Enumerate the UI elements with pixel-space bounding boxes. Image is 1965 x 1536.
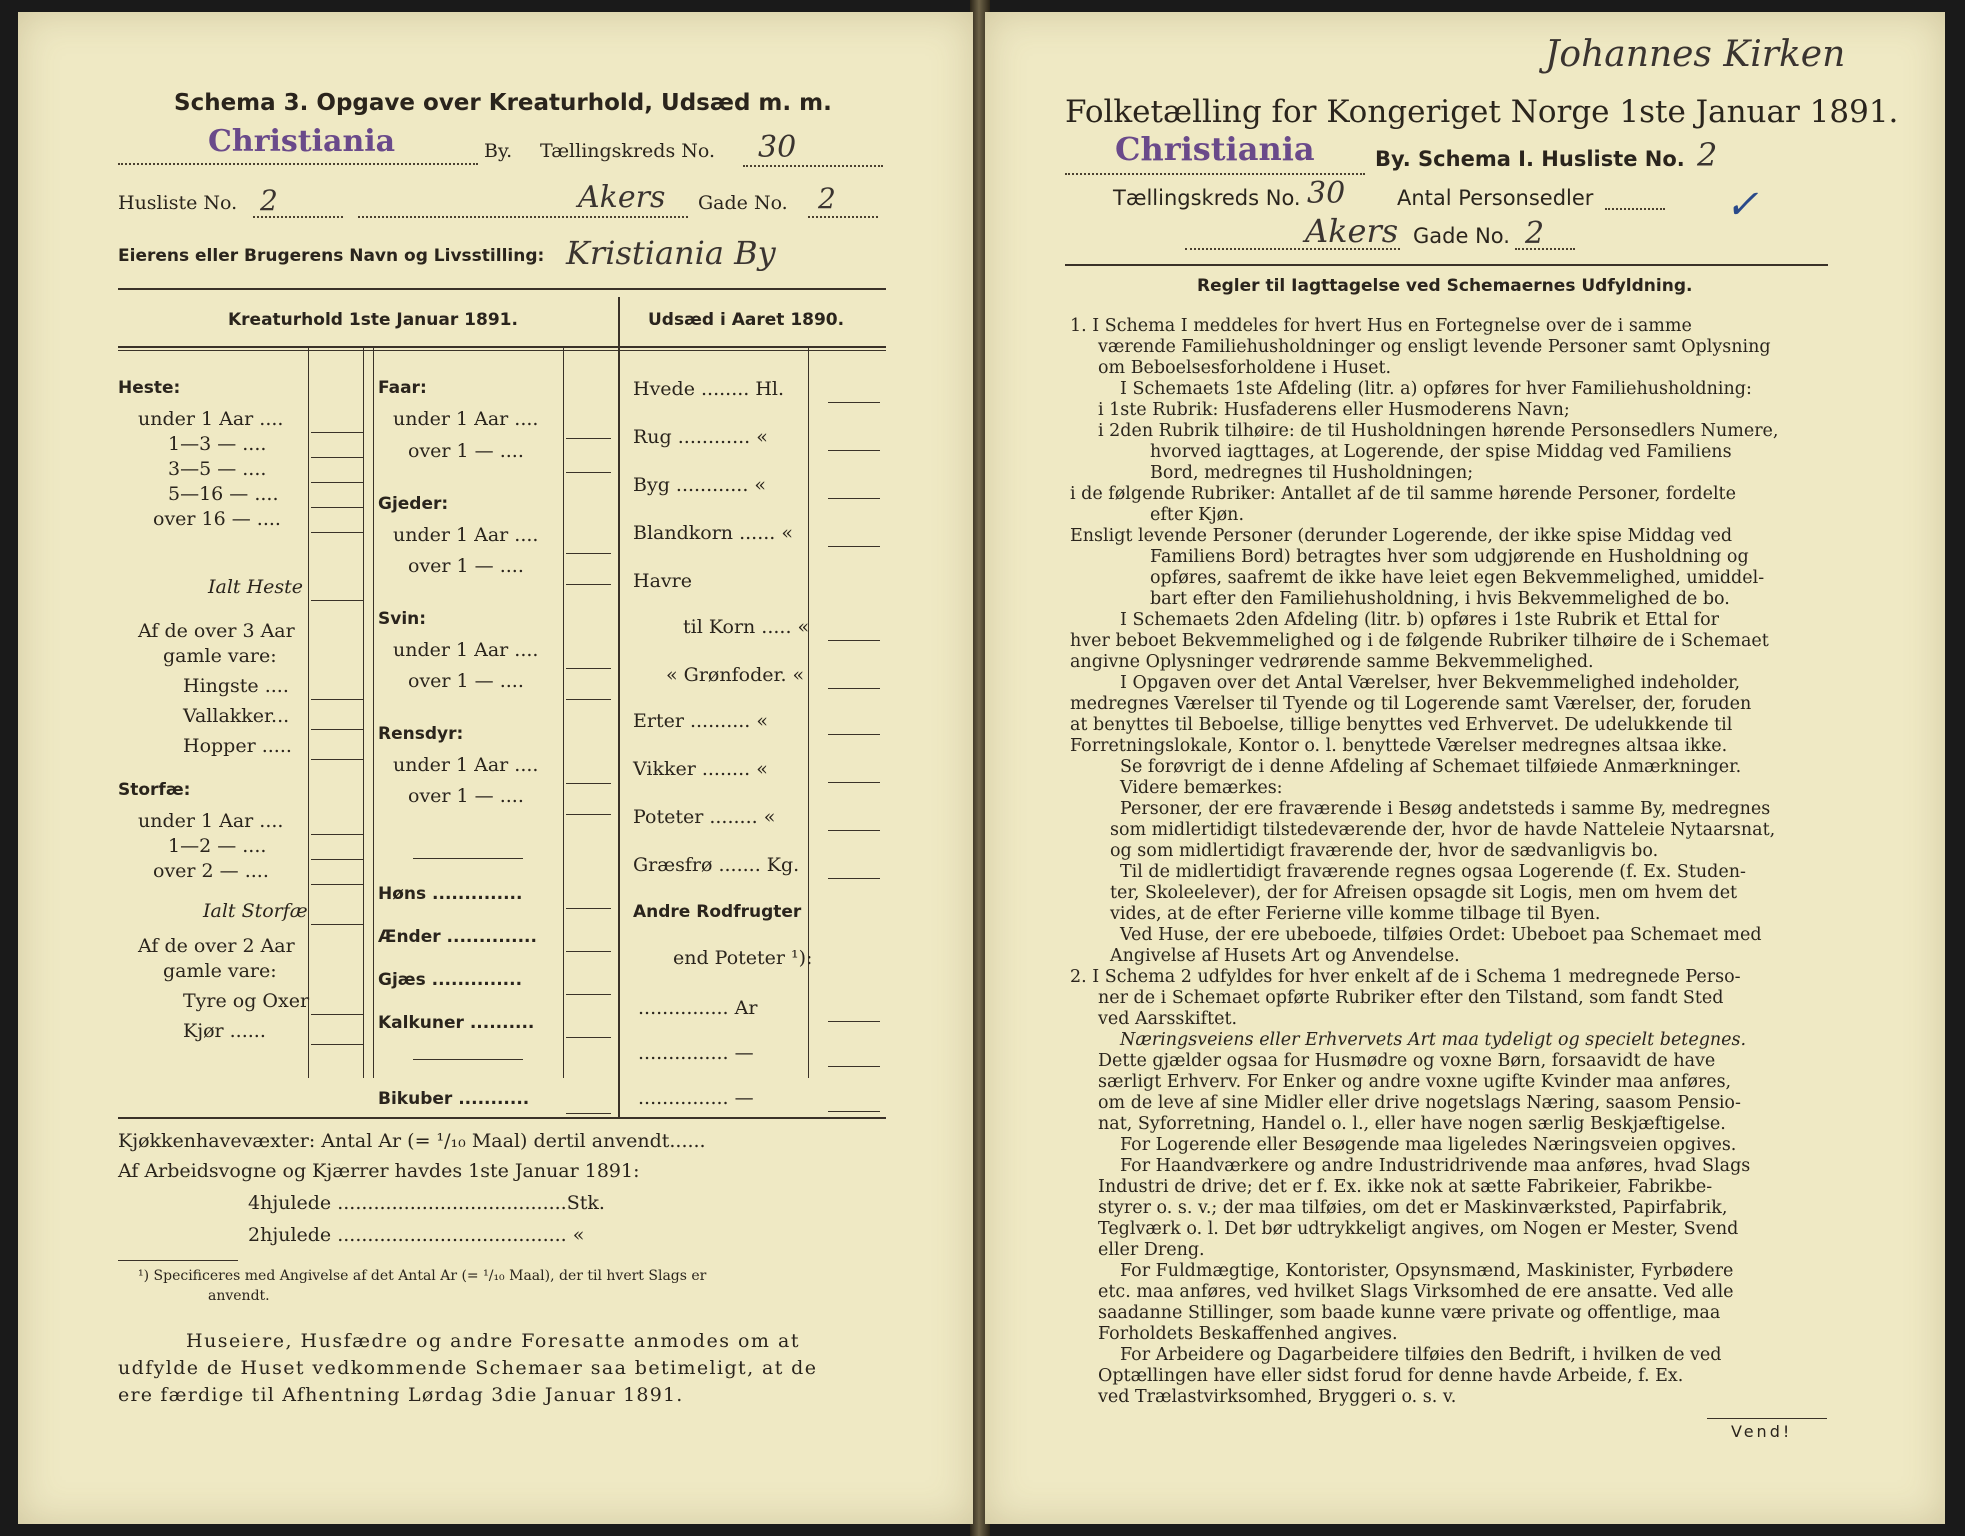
arbeid-line: Af Arbeidsvogne og Kjærrer havdes 1ste Januar 1891: — [118, 1160, 640, 1182]
rule-line: saadanne Stillinger, som baade kunne være private og offentlige, maa — [1098, 1303, 1721, 1323]
list-item: Kjør ...... — [183, 1020, 266, 1042]
list-item: under 1 Aar .... — [138, 408, 284, 430]
rule-line: Ved Huse, der ere ubeboede, tilføies Ordet: Ubeboet paa Schemaet med — [1120, 925, 1762, 945]
notice-line-3: ere færdige til Afhentning Lørdag 3die Januar 1891. — [118, 1384, 684, 1406]
rule-line: som midlertidigt tilstedeværende der, hvor de havde Natteleie Nytaarsnat, — [1110, 820, 1776, 840]
footnote: ¹) Specificeres med Angivelse af det Antal Ar (= ¹/₁₀ Maal), der til hvert Slags er — [138, 1268, 707, 1284]
rule-line: Se forøvrigt de i denne Afdeling af Schemaet tilføiede Anmærkninger. — [1120, 757, 1742, 777]
rule-line: ner de i Schemaet opførte Rubriker efter den Tilstand, som fandt Sted — [1098, 988, 1724, 1008]
list-item: Af de over 3 Aar — [138, 620, 295, 642]
right-page — [985, 12, 1945, 1524]
rule-line: For Logerende eller Besøgende maa ligeledes Næringsveien opgives. — [1120, 1135, 1737, 1155]
street-value-right: Akers — [1305, 212, 1399, 250]
list-item: end Poteter ¹): — [673, 947, 813, 969]
footnote-2: anvendt. — [208, 1288, 270, 1304]
rule-line: medregnes Værelser til Tyende og til Logerende samt Værelser, der, foruden — [1070, 694, 1752, 714]
rule-line: ter, Skoleelever), der for Afreisen opsagde sit Logis, men om hvem det — [1110, 883, 1738, 903]
list-item: Af de over 2 Aar — [138, 935, 295, 957]
kreatur-header: Kreaturhold 1ste Januar 1891. — [228, 310, 518, 330]
kreds-label-right: Tællingskreds No. — [1113, 186, 1301, 210]
list-item: Ialt Heste — [208, 576, 304, 598]
list-item: ............... Ar — [638, 997, 758, 1019]
list-item: Kalkuner .......... — [378, 1013, 535, 1033]
list-item: Hvede ........ Hl. — [633, 378, 785, 400]
rule-line: nat, Syforretning, Handel o. l., eller have nogen særlig Beskjæftigelse. — [1098, 1114, 1726, 1134]
rule-line: I Schemaets 2den Afdeling (litr. b) opføres i 1ste Rubrik et Ettal for — [1120, 610, 1719, 630]
list-item: Poteter ........ « — [633, 806, 776, 828]
rule-line: Teglværk o. l. Det bør udtrykkeligt angives, om Nogen er Mester, Svend — [1098, 1219, 1739, 1239]
list-item: Gjeder: — [378, 494, 449, 514]
rule-line: Optællingen have eller sidst forud for denne havde Arbeide, f. Ex. — [1098, 1366, 1684, 1386]
list-item: 1—2 — .... — [168, 835, 267, 857]
husliste-label: Husliste No. — [118, 192, 238, 214]
husliste-value-right: 2 — [1697, 136, 1718, 174]
list-item: Storfæ: — [118, 780, 191, 800]
list-item: Blandkorn ...... « — [633, 522, 793, 544]
rules-text — [1070, 316, 1830, 1408]
gade-value-right: 2 — [1525, 216, 1545, 251]
list-item: ............... — — [638, 1042, 754, 1064]
list-item: over 16 — .... — [153, 508, 281, 530]
rule-line: Ensligt levende Personer (derunder Logerende, der ikke spise Middag ved — [1070, 526, 1733, 546]
owner-label: Eierens eller Brugerens Navn og Livsstilling: — [118, 246, 545, 266]
list-item: « Grønfoder. « — [666, 664, 805, 686]
main-title: Folketælling for Kongeriget Norge 1ste Januar 1891. — [1065, 94, 1899, 130]
left-page — [18, 12, 973, 1524]
hjul2-line: 2hjulede ...................................... « — [248, 1224, 585, 1246]
rule-line: opføres, saafremt de ikke have leiet egen Bekvemmelighed, umiddel- — [1150, 568, 1765, 588]
rule-line: hvorved iagttages, at Logerende, der spise Middag ved Familiens — [1150, 442, 1732, 462]
rule-line: efter Kjøn. — [1150, 505, 1245, 525]
rule-line: i de følgende Rubriker: Antallet af de til samme hørende Personer, fordelte — [1070, 484, 1736, 504]
list-item: under 1 Aar .... — [393, 639, 539, 661]
city-stamp-right: Christiania — [1115, 130, 1315, 168]
kreds-value-right: 30 — [1307, 176, 1346, 211]
list-item: over 1 — .... — [408, 670, 524, 692]
list-item: ............... — — [638, 1087, 754, 1109]
rule-line: I Schemaets 1ste Afdeling (litr. a) opføres for hver Familiehusholdning: — [1120, 379, 1752, 399]
udsaed-header: Udsæd i Aaret 1890. — [648, 310, 845, 330]
rule-line: For Arbeidere og Dagarbeidere tilføies den Bedrift, i hvilken de ved — [1120, 1345, 1722, 1365]
list-item: gamle vare: — [163, 645, 277, 667]
rule-line: Videre bemærkes: — [1120, 778, 1283, 798]
rule-line: For Fuldmægtige, Kontorister, Opsynsmænd, Maskinister, Fyrbødere — [1120, 1261, 1734, 1281]
list-item: over 1 — .... — [408, 555, 524, 577]
schema3-title: Schema 3. Opgave over Kreaturhold, Udsæd m. m. — [174, 90, 832, 116]
list-item: over 2 — .... — [153, 860, 269, 882]
rule-line: 1. I Schema I meddeles for hvert Hus en Fortegnelse over de i samme — [1070, 316, 1692, 336]
list-item: Havre — [633, 570, 692, 592]
list-item: Høns .............. — [378, 884, 523, 904]
vend-label: Vend! — [1731, 1422, 1793, 1441]
kreds-label: Tællingskreds No. — [540, 140, 715, 162]
list-item: 5—16 — .... — [168, 483, 279, 505]
list-item: under 1 Aar .... — [138, 810, 284, 832]
list-item: under 1 Aar .... — [393, 524, 539, 546]
list-item: over 1 — .... — [408, 785, 524, 807]
notice-line-1: Huseiere, Husfædre og andre Foresatte anmodes om at — [186, 1330, 800, 1352]
handwritten-church: Johannes Kirken — [1545, 34, 1846, 75]
list-item: over 1 — .... — [408, 440, 524, 462]
rule-line: særligt Erhverv. For Enker og andre voxne ugifte Kvinder maa anføres, — [1098, 1072, 1732, 1092]
list-item: Faar: — [378, 378, 427, 398]
rule-line: For Haandværkere og andre Industridrivende maa anføres, hvad Slags — [1120, 1156, 1751, 1176]
hjul4-line: 4hjulede ......................................Stk. — [248, 1192, 605, 1214]
rule-line: ved Trælastvirksomhed, Bryggeri o. s. v. — [1098, 1387, 1457, 1407]
rule-line: Til de midlertidigt fraværende regnes ogsaa Logerende (f. Ex. Studen- — [1120, 862, 1746, 882]
check-mark: ✓ — [1725, 182, 1759, 228]
rule-line: I Opgaven over det Antal Værelser, hver Bekvemmelighed indeholder, — [1120, 673, 1741, 693]
rule-line: hver beboet Bekvemmelighed og i de følgende Rubriker tilhøire de i Schemaet — [1070, 631, 1769, 651]
gade-label-right: Gade No. — [1413, 224, 1510, 248]
rule-line: vides, at de efter Ferierne ville komme tilbage til Byen. — [1110, 904, 1601, 924]
list-item: til Korn ..... « — [683, 616, 810, 638]
rule-line: 2. I Schema 2 udfyldes for hver enkelt af de i Schema 1 medregnede Perso- — [1070, 967, 1741, 987]
list-item: Hingste .... — [183, 675, 289, 697]
list-item: gamle vare: — [163, 960, 277, 982]
rule-line: i 1ste Rubrik: Husfaderens eller Husmoderens Navn; — [1098, 400, 1570, 420]
rule-line: eller Dreng. — [1098, 1240, 1205, 1260]
list-item: 1—3 — .... — [168, 433, 267, 455]
rule-line: etc. maa anføres, ved hvilket Slags Virksomhed de ere ansatte. Ved alle — [1098, 1282, 1734, 1302]
list-item: Andre Rodfrugter — [633, 902, 802, 922]
rule-line: Bord, medregnes til Husholdningen; — [1150, 463, 1474, 483]
rule-line: Forholdets Beskaffenhed angives. — [1098, 1324, 1398, 1344]
list-item: Tyre og Oxer — [183, 990, 310, 1012]
list-item: Svin: — [378, 609, 427, 629]
rule-line: at benyttes til Beboelse, tillige benyttes ved Erhvervet. De udelukkende til — [1070, 715, 1733, 735]
rule-line: Familiens Bord) betragtes hver som udgjørende en Husholdning og — [1150, 547, 1749, 567]
list-item: Rug ............ « — [633, 426, 768, 448]
list-item: 3—5 — .... — [168, 458, 267, 480]
list-item: Gjæs .............. — [378, 970, 523, 990]
notice-line-2: udfylde de Huset vedkommende Schemaer saa betimeligt, at de — [118, 1357, 818, 1379]
personsedler-label: Antal Personsedler — [1397, 186, 1594, 210]
rule-line: Personer, der ere fraværende i Besøg andetsteds i samme By, medregnes — [1120, 799, 1771, 819]
rule-line: styrer o. s. v.; der maa tilføies, om det er Maskinværksted, Papirfabrik, — [1098, 1198, 1728, 1218]
rule-line: bart efter den Familiehusholdning, i hvis Bekvemmelighed de bo. — [1150, 589, 1730, 609]
rule-line: Dette gjælder ogsaa for Husmødre og voxne Børn, forsaavidt de have — [1098, 1051, 1716, 1071]
list-item: Heste: — [118, 378, 181, 398]
rule-line: ved Aarsskiftet. — [1098, 1009, 1238, 1029]
list-item: Byg ............ « — [633, 474, 767, 496]
list-item: Erter .......... « — [633, 710, 769, 732]
rule-line: om Beboelsesforholdene i Huset. — [1098, 358, 1392, 378]
rules-title: Regler til Iagttagelse ved Schemaernes Udfyldning. — [1197, 276, 1693, 296]
owner-value: Kristiania By — [566, 234, 776, 272]
list-item: Hopper ..... — [183, 735, 292, 757]
list-item: Vikker ........ « — [633, 758, 768, 780]
rule-line: om de leve af sine Midler eller drive nogetslags Næring, saasom Pensio- — [1098, 1093, 1741, 1113]
list-item: under 1 Aar .... — [393, 408, 539, 430]
rule-line: i 2den Rubrik tilhøire: de til Husholdningen hørende Personsedlers Numere, — [1098, 421, 1779, 441]
by-label: By. — [484, 140, 513, 162]
rule-line: Næringsveiens eller Erhvervets Art maa tydeligt og specielt betegnes. — [1120, 1030, 1747, 1050]
husliste-value: 2 — [260, 184, 278, 217]
rule-line: og som midlertidigt fraværende der, hvor de sædvanligvis bo. — [1110, 841, 1659, 861]
rule-line: angivne Oplysninger vedrørende samme Bekvemmelighed. — [1070, 652, 1594, 672]
kjokken-line: Kjøkkenhavevæxter: Antal Ar (= ¹/₁₀ Maal) dertil anvendt...... — [118, 1130, 706, 1152]
list-item: Ænder .............. — [378, 927, 537, 947]
city-stamp: Christiania — [208, 124, 396, 159]
rule-line: Angivelse af Husets Art og Anvendelse. — [1110, 946, 1460, 966]
schema1-label: By. Schema I. Husliste No. — [1375, 147, 1685, 171]
rule-line: Industri de drive; det er f. Ex. ikke nok at sætte Fabrikeier, Fabrikbe- — [1098, 1177, 1713, 1197]
gade-label: Gade No. — [698, 192, 788, 214]
list-item: Rensdyr: — [378, 724, 464, 744]
rule-line: Forretningslokale, Kontor o. l. benyttede Værelser medregnes altsaa ikke. — [1070, 736, 1728, 756]
kreds-value: 30 — [758, 130, 797, 165]
list-item: Vallakker... — [183, 705, 290, 727]
list-item: Ialt Storfæ — [203, 900, 308, 922]
gade-value: 2 — [818, 182, 836, 215]
street-value: Akers — [578, 180, 666, 215]
list-item: Græsfrø ....... Kg. — [633, 854, 800, 876]
list-item: under 1 Aar .... — [393, 754, 539, 776]
list-item: Bikuber ........... — [378, 1089, 530, 1109]
rule-line: værende Familiehusholdninger og ensligt levende Personer samt Oplysning — [1098, 337, 1771, 357]
